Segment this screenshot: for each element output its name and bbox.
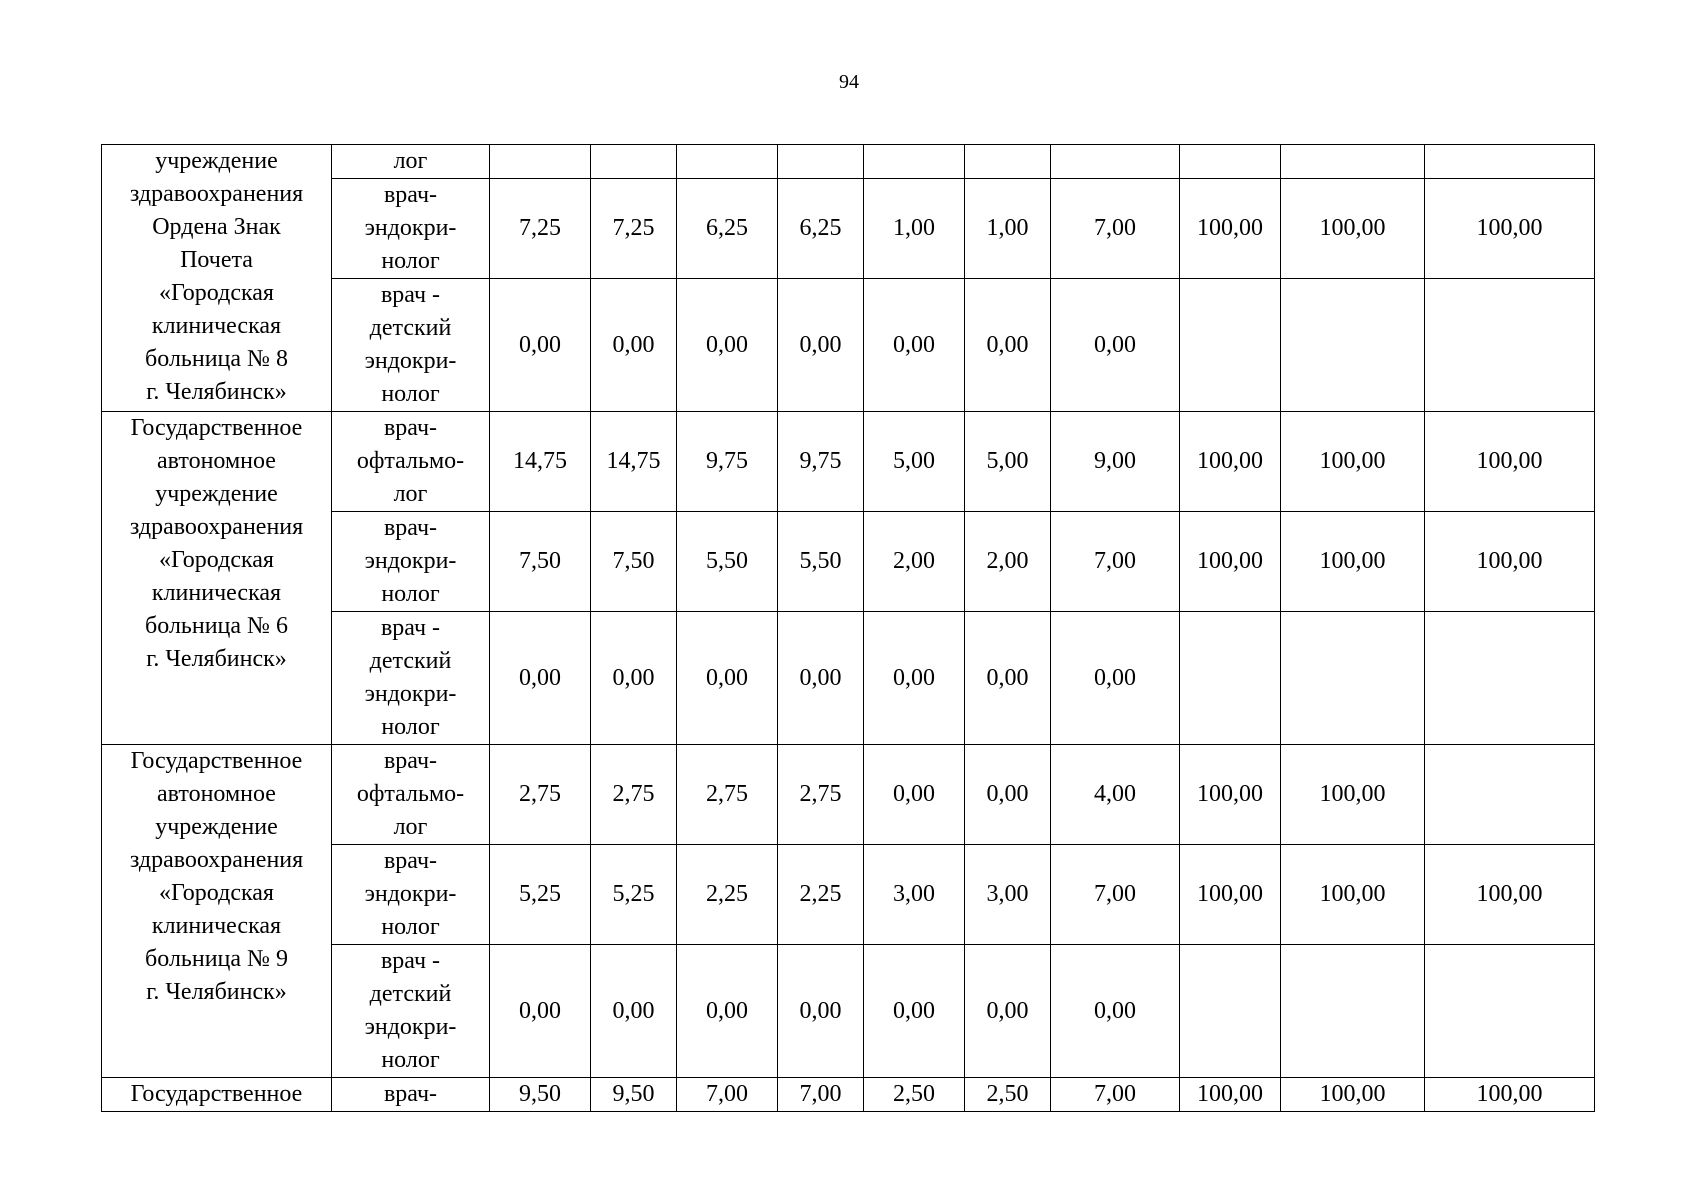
value-cell: 5,00 (864, 412, 965, 512)
specialist-cell (332, 279, 490, 412)
value-cell: 9,00 (1051, 412, 1180, 512)
value-cell: 100,00 (1180, 745, 1281, 845)
value-cell: 100,00 (1281, 1078, 1425, 1112)
organization-name: Государственное автономное учреждение здравоохранения «Городская клиническая больница № 9 г. Челябинск» (129, 748, 304, 1005)
value-cell: 0,00 (591, 279, 677, 412)
organization-cell (102, 412, 332, 745)
value-cell: 0,00 (778, 945, 864, 1078)
value-cell: 2,00 (864, 512, 965, 612)
value-cell: 0,00 (490, 945, 591, 1078)
value-cell (1180, 145, 1281, 179)
organization-cell (102, 1078, 332, 1112)
value-cell: 100,00 (1425, 1078, 1595, 1112)
specialist-name: лог (393, 148, 428, 174)
organization-name: Государственное автономное учреждение здравоохранения «Городская клиническая больница № 6 г. Челябинск» (129, 415, 304, 672)
value-cell: 6,25 (778, 179, 864, 279)
table-row (102, 745, 1595, 845)
value-cell: 2,50 (965, 1078, 1051, 1112)
specialist-name: врач- эндокри- нолог (364, 515, 457, 607)
value-cell: 100,00 (1281, 745, 1425, 845)
value-cell: 3,00 (864, 845, 965, 945)
value-cell: 0,00 (864, 745, 965, 845)
value-cell (1281, 945, 1425, 1078)
value-cell: 0,00 (965, 612, 1051, 745)
value-cell (778, 145, 864, 179)
value-cell: 0,00 (1051, 279, 1180, 412)
value-cell (1281, 145, 1425, 179)
specialist-cell (332, 845, 490, 945)
value-cell: 100,00 (1425, 412, 1595, 512)
organization-cell (102, 145, 332, 412)
value-cell: 7,00 (1051, 1078, 1180, 1112)
value-cell: 0,00 (677, 279, 778, 412)
specialist-name: врач- офтальмо- лог (356, 748, 465, 840)
value-cell: 100,00 (1425, 179, 1595, 279)
value-cell: 2,75 (677, 745, 778, 845)
specialist-cell (332, 1078, 490, 1112)
value-cell (490, 145, 591, 179)
value-cell: 2,75 (778, 745, 864, 845)
specialist-name: врач- офтальмо- лог (356, 415, 465, 507)
value-cell: 7,00 (1051, 512, 1180, 612)
value-cell (1180, 612, 1281, 745)
value-cell (1425, 945, 1595, 1078)
value-cell: 9,50 (591, 1078, 677, 1112)
value-cell: 2,25 (677, 845, 778, 945)
organization-name: учреждение здравоохранения Ордена Знак Почета «Городская клиническая больница № 8 г. Челябинск» (129, 148, 304, 405)
value-cell: 5,00 (965, 412, 1051, 512)
value-cell: 9,75 (677, 412, 778, 512)
value-cell: 0,00 (864, 279, 965, 412)
specialist-name: врач - детский эндокри- нолог (364, 615, 457, 740)
value-cell (1281, 612, 1425, 745)
value-cell (965, 145, 1051, 179)
value-cell: 0,00 (591, 945, 677, 1078)
value-cell: 100,00 (1281, 845, 1425, 945)
value-cell (1281, 279, 1425, 412)
value-cell (1425, 145, 1595, 179)
value-cell: 0,00 (1051, 945, 1180, 1078)
value-cell: 5,25 (490, 845, 591, 945)
value-cell: 0,00 (591, 612, 677, 745)
value-cell: 100,00 (1180, 512, 1281, 612)
specialist-cell (332, 512, 490, 612)
specialist-cell (332, 612, 490, 745)
value-cell: 5,25 (591, 845, 677, 945)
value-cell: 100,00 (1180, 1078, 1281, 1112)
specialist-name: врач- (383, 1081, 438, 1107)
organization-cell (102, 745, 332, 1078)
value-cell: 7,50 (591, 512, 677, 612)
page-number: 94 (839, 71, 859, 93)
value-cell: 0,00 (677, 945, 778, 1078)
table-row (102, 145, 1595, 179)
value-cell: 2,75 (490, 745, 591, 845)
specialist-cell (332, 179, 490, 279)
specialist-cell (332, 412, 490, 512)
value-cell: 4,00 (1051, 745, 1180, 845)
value-cell: 100,00 (1281, 179, 1425, 279)
specialist-cell (332, 145, 490, 179)
value-cell: 7,00 (677, 1078, 778, 1112)
value-cell: 9,50 (490, 1078, 591, 1112)
value-cell: 0,00 (864, 612, 965, 745)
value-cell (1425, 745, 1595, 845)
specialist-name: врач- эндокри- нолог (364, 848, 457, 940)
value-cell: 0,00 (965, 945, 1051, 1078)
table-row (102, 1078, 1595, 1112)
value-cell: 0,00 (965, 745, 1051, 845)
value-cell: 0,00 (490, 279, 591, 412)
value-cell: 1,00 (864, 179, 965, 279)
value-cell: 5,50 (778, 512, 864, 612)
value-cell: 7,50 (490, 512, 591, 612)
value-cell: 7,00 (778, 1078, 864, 1112)
value-cell: 7,25 (490, 179, 591, 279)
value-cell: 7,00 (1051, 179, 1180, 279)
value-cell: 2,25 (778, 845, 864, 945)
value-cell: 100,00 (1425, 512, 1595, 612)
value-cell: 6,25 (677, 179, 778, 279)
value-cell: 9,75 (778, 412, 864, 512)
value-cell: 0,00 (864, 945, 965, 1078)
value-cell (677, 145, 778, 179)
value-cell: 14,75 (490, 412, 591, 512)
value-cell: 0,00 (677, 612, 778, 745)
value-cell: 0,00 (1051, 612, 1180, 745)
specialist-name: врач - детский эндокри- нолог (364, 282, 457, 407)
value-cell: 100,00 (1281, 412, 1425, 512)
value-cell: 100,00 (1180, 179, 1281, 279)
specialist-cell (332, 745, 490, 845)
value-cell: 0,00 (965, 279, 1051, 412)
table-row (102, 412, 1595, 512)
value-cell (1425, 279, 1595, 412)
value-cell: 3,00 (965, 845, 1051, 945)
value-cell (1180, 279, 1281, 412)
value-cell (1051, 145, 1180, 179)
value-cell (591, 145, 677, 179)
value-cell: 100,00 (1281, 512, 1425, 612)
value-cell: 0,00 (778, 279, 864, 412)
specialist-cell (332, 945, 490, 1078)
value-cell (1180, 945, 1281, 1078)
value-cell: 14,75 (591, 412, 677, 512)
value-cell: 7,00 (1051, 845, 1180, 945)
value-cell: 1,00 (965, 179, 1051, 279)
specialists-table (101, 144, 1595, 1112)
organization-name: Государственное (130, 1081, 303, 1107)
value-cell (1425, 612, 1595, 745)
value-cell: 2,00 (965, 512, 1051, 612)
value-cell: 5,50 (677, 512, 778, 612)
value-cell: 2,75 (591, 745, 677, 845)
value-cell: 100,00 (1180, 845, 1281, 945)
value-cell: 0,00 (490, 612, 591, 745)
value-cell: 2,50 (864, 1078, 965, 1112)
value-cell: 0,00 (778, 612, 864, 745)
value-cell: 7,25 (591, 179, 677, 279)
value-cell: 100,00 (1180, 412, 1281, 512)
value-cell (864, 145, 965, 179)
specialist-name: врач - детский эндокри- нолог (364, 948, 457, 1073)
specialist-name: врач- эндокри- нолог (364, 182, 457, 274)
table-body (102, 145, 1595, 1112)
value-cell: 100,00 (1425, 845, 1595, 945)
